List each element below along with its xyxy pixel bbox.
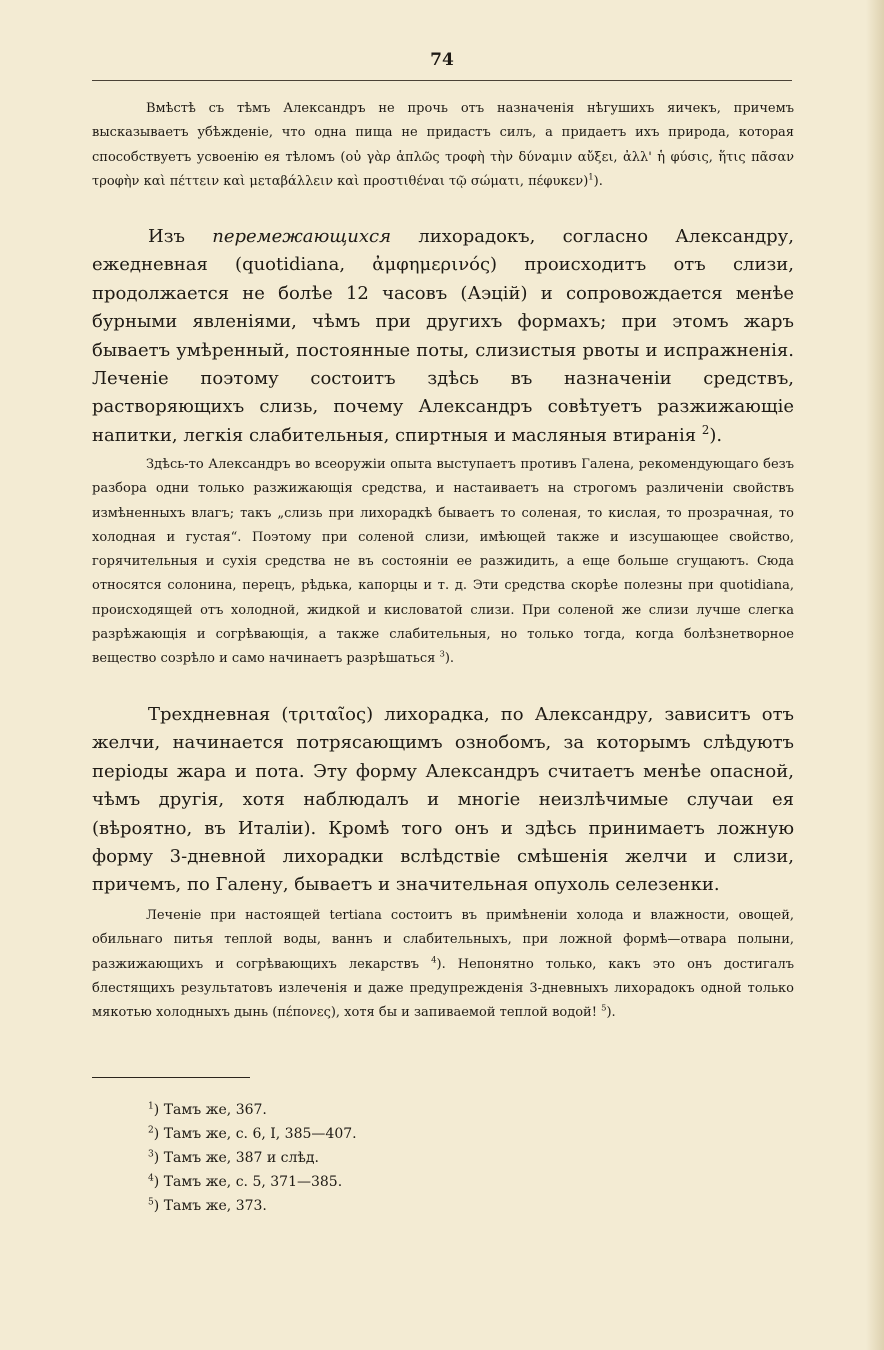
- header-rule: [92, 80, 792, 81]
- footnote-4-mark: 4: [148, 1173, 154, 1184]
- text-run: ). Непонятно только, какъ это онъ достигалъ блестящихъ результатовъ излеченія и даже предупрежденія 3-дневныхъ лихорадокъ одной только мякотью холодныхъ дынь (πέπονες), хотя бы и запиваемой теплой водой!: [92, 956, 794, 1021]
- footnote-ref: 4: [431, 954, 437, 965]
- footnote-ref: 5: [601, 1002, 607, 1013]
- paragraph-4-block: [92, 701, 794, 900]
- footnote-1-mark: 1: [148, 1101, 154, 1112]
- paragraph-2: [92, 223, 794, 450]
- footnote-5-mark: 5: [148, 1197, 154, 1208]
- footnote-5-text: ) Тамъ же, 373.: [153, 1198, 267, 1214]
- footnote-4: [148, 1170, 357, 1194]
- text-run: ).: [593, 173, 603, 189]
- paragraph-3: [92, 453, 794, 672]
- footnote-ref: 3: [439, 649, 445, 660]
- paragraph-5-block: [92, 904, 794, 1025]
- paragraph-5: [92, 904, 794, 1025]
- text-run: Трехдневная (τριταῖος) лихорадка, по Александру, зависитъ отъ желчи, начинается потрясающимъ ознобомъ, за которымъ слѣдуютъ періоды жара и пота. Эту форму Александръ считаетъ менѣе опасной, чѣмъ другія, хотя наблюдалъ и многіе неизлѣчимые случаи ея (вѣроятно, въ Италіи). Кромѣ того онъ и здѣсь принимаетъ ложную форму 3-дневной лихорадки вслѣдствіе смѣшенія желчи и слизи, причемъ, по Галену, бываетъ и значительная опухоль селезенки.: [92, 704, 794, 896]
- footnote-3: [148, 1146, 357, 1170]
- footnote-list: [148, 1098, 357, 1218]
- text-run: перемежающихся: [212, 226, 392, 247]
- text-run: Вмѣстѣ съ тѣмъ Александръ не прочь отъ назначенія нѣгушихъ яичекъ, причемъ высказываетъ убѣжденіе, что одна пища не придастъ силъ, а придаетъ ихъ природа, которая способствуетъ усвоенію ея тѣломъ (οὐ γὰρ ἁπλῶς τροφὴ τὴν δύναμιν αὔξει, ἀλλ' ἡ φύσις, ἥτις πᾶσαν τροφὴν καὶ πέττειν καὶ μεταβάλλειν καὶ προστιθέναι τῷ σώματι, πέφυκεν): [92, 101, 794, 189]
- footnote-2-text: ) Тамъ же, с. 6, I, 385—407.: [153, 1126, 357, 1142]
- footnote-2: [148, 1122, 357, 1146]
- text-run: Здѣсь-то Александръ во всеоружіи опыта выступаетъ противъ Галена, рекомендующаго безъ разбора одни только разжижающія средства, и настаиваетъ на строгомъ различеніи свойствъ измѣненныхъ влагъ; такъ „слизь при лихорадкѣ бываетъ то соленая, то кислая, то прозрачная, то холодная и густая“. Поэтому при соленой слизи, имѣющей также и изсушающее свойство, горячительныя и сухія средства не въ состояніи ее разжидить, а еще больше сгущаютъ. Сюда относятся солонина, перецъ, рѣдька, капорцы и т. д. Эти средства скорѣе полезны при quotidiana, происходящей отъ холодной, жидкой и кисловатой слизи. При соленой же слизи лучше слегка разрѣжающія и согрѣвающія, а также слабительныя, но только тогда, когда болѣзнетворное вещество созрѣло и само начинаетъ разрѣшаться: [92, 457, 794, 667]
- paragraph-2-block: [92, 223, 794, 450]
- text-run: ).: [606, 1005, 616, 1021]
- paragraph-1: [92, 97, 794, 194]
- text-run: ).: [444, 651, 455, 667]
- footnote-3-mark: 3: [148, 1149, 154, 1160]
- paragraph-1-block: [92, 97, 794, 194]
- text-run: лихорадокъ, согласно Александру, ежедневная (quotidiana, ἀμφημερινός) происходитъ отъ слизи, продолжается не болѣе 12 часовъ (Аэцій) и сопровождается менѣе бурными явленіями, чѣмъ при другихъ формахъ; при этомъ жаръ бываетъ умѣренный, постоянные поты, слизистыя рвоты и испражненія. Леченіе поэтому состоитъ здѣсь въ назначеніи средствъ, растворяющихъ слизь, почему Александръ совѣтуетъ разжижающіе напитки, легкія слабительныя, спиртныя и масляныя втиранія: [92, 226, 794, 446]
- text-run: Изъ: [148, 226, 213, 247]
- footnote-3-text: ) Тамъ же, 387 и слѣд.: [153, 1150, 319, 1166]
- footnote-4-text: ) Тамъ же, с. 5, 371—385.: [153, 1174, 343, 1190]
- paragraph-3-block: [92, 453, 794, 672]
- footnote-ref: 2: [701, 422, 710, 437]
- footnote-1: [148, 1098, 357, 1122]
- footnote-ref: 1: [588, 171, 594, 182]
- paragraph-4: [92, 701, 794, 900]
- footnote-rule: [92, 1077, 250, 1078]
- footnote-1-text: ) Тамъ же, 367.: [153, 1102, 267, 1118]
- footnote-5: [148, 1194, 357, 1218]
- page-edge-shadow: [866, 0, 884, 1350]
- text-run: Леченіе при настоящей tertiana состоитъ въ примѣненіи холода и влажности, овощей, обильнаго питья теплой воды, ваннъ и слабительныхъ, при ложной формѣ—отвара полыни, разжижающихъ и согрѣвающихъ лекарствъ: [92, 908, 794, 972]
- footnote-2-mark: 2: [148, 1125, 154, 1136]
- page-number: 74: [430, 50, 454, 70]
- text-run: ).: [709, 424, 723, 446]
